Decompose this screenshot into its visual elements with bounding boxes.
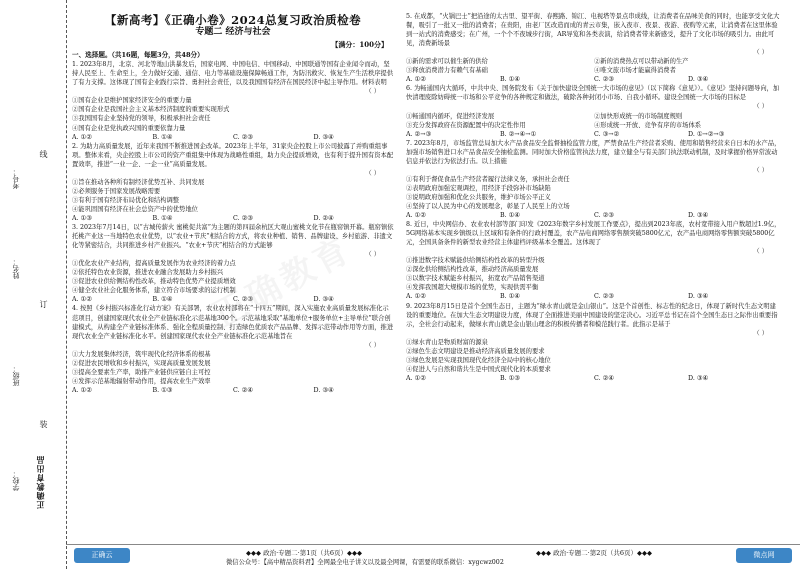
binding-mark-line: 线 xyxy=(39,150,48,158)
exam-no-label: 考号： xyxy=(12,168,20,189)
class-label: 班级： xyxy=(12,365,20,386)
footer-divider xyxy=(66,544,800,545)
answer-options: A. ①② B. ①③ C. ②④ D. ③④ xyxy=(406,374,709,382)
option-item: ②表明政府加强宏观调控，用经济手段弥补市场缺陷 xyxy=(406,184,551,192)
section-heading: 一、选择题。（共16题，每题3分，共48分） xyxy=(72,51,204,60)
answer-paren: （ ） xyxy=(753,49,768,57)
answer-options: A. ①② B. ①④ C. ②③ D. ③④ xyxy=(406,76,709,84)
page-subtitle: 专题二 经济与社会 xyxy=(195,27,271,38)
question-9 xyxy=(406,302,782,383)
school-name: 正确教育出品 xyxy=(35,455,45,509)
question-7 xyxy=(406,139,782,220)
option-item: ④能巩固国有经济在社会总资产中的优势地位 xyxy=(72,205,198,213)
option-item: ①绿水青山是物质财富的源泉 xyxy=(406,338,488,346)
page-number-1: ◆◆◆ 政治·专题二·第1页（共6页）◆◆◆ xyxy=(246,549,362,557)
question-6 xyxy=(406,84,782,138)
option-item: ④国有企业是党执政兴国的重要依靠力量 xyxy=(72,124,186,132)
right-logo: 微点网 xyxy=(736,548,792,563)
option-item-row: ③充分发挥政府在资源配置中的决定性作用 ④形成统一开放、竞争有序的市场体系 xyxy=(406,121,702,129)
option-item: ③有利于国有经济布局优化和结构调整 xyxy=(72,196,180,204)
answer-options: A. ①② B. ①③ C. ②④ D. ③④ xyxy=(72,386,334,394)
option-item: ①国有企业是维护国家经济安全的重要力量 xyxy=(72,97,192,105)
option-item: ②国有企业是我国社会主义基本经济制度的重要实现形式 xyxy=(72,106,230,114)
question-2 xyxy=(72,142,394,223)
option-item: ①优化农业产业结构，提高质量发展作为农业经济的着力点 xyxy=(72,260,236,268)
page-footer xyxy=(66,544,800,569)
option-item: ②依托特色农业资源，推进农业融合发展助力乡村振兴 xyxy=(72,269,224,277)
name-label: 姓名： xyxy=(12,258,20,279)
answer-paren: （ ） xyxy=(365,169,380,177)
answer-options: A. ②→③ B. ②→④→① C. ③→② D. ①→②→③ xyxy=(406,130,725,138)
answer-paren: （ ） xyxy=(753,329,768,337)
option-item: ②绿色生态文明建设是推动经济高质量发展的要求 xyxy=(406,347,545,355)
binding-mark-bind: 装 xyxy=(39,420,48,428)
binding-margin xyxy=(0,0,67,569)
option-item: ④坚持了以人民为中心的发展理念，彰显了人民至上的立场 xyxy=(406,202,570,210)
question-1 xyxy=(72,60,394,141)
question-stem: 7. 2023年8月，市场监管总局加大水产品食品安全监督抽检监管力度，严禁食品生产经营者采购、使用和销售经营来自日本的水产品，加强市场销售进口水产品食品安全抽检监测。同时加大价格监管执法力度，建立健全与有关部门执法联动机制，及时掌握价格异常波动信息并依法行为依法打击。以上措施 xyxy=(406,139,781,165)
question-stem: 1. 2023年8月，北京、河北等地山洪暴发后，国家电网、中国电信、中国移动、中国联通等国有企业闻令而动，坚持人民至上、生命至上，全力做好交通、通信、电力等基础设施保障畅通工作，为防汛救灾、恢复生产生活秩序提供了有力支撑。这体现了国有企业践行宗旨、勇担社会责任，以及我国国有经济在国民经济中起主导作用。材料表明 xyxy=(72,61,394,87)
answer-options: A. ①② B. ①④ C. ②③ D. ③④ xyxy=(72,296,334,304)
option-item: ④健全农业社会化服务体系，建立符合市场要求的运行机制 xyxy=(72,287,236,295)
answer-paren: （ ） xyxy=(365,341,380,349)
answer-paren: （ ） xyxy=(753,166,768,174)
option-item: ③提高全要素生产率，助推产业链供应链自主可控 xyxy=(72,368,211,376)
left-logo: 正确云 xyxy=(74,548,130,563)
question-3 xyxy=(72,223,394,304)
option-item-row: ①新的需求可以催生新的供给 ②新的消费热点可以带动新的生产 xyxy=(406,58,689,66)
option-item: ③绿色发展是实现我国现代化经济全局中的核心地位 xyxy=(406,356,551,364)
answer-options: A. ①② B. ①④ C. ②③ D. ③④ xyxy=(406,293,709,301)
option-item: ④发挥我国超大规模市场的优势，实现供需平衡 xyxy=(406,284,539,292)
question-stem: 6. 为畅通国内大循环，中共中央、国务院发布《关于加快建设全国统一大市场的意见》（以下简称《意见》）。《意见》坚持问题导向，加快清理废除妨碍统一市场和公平竞争的各种规定和做法，破除各种封闭小市场、自我小循环。建设全国统一大市场的目标是 xyxy=(406,85,780,102)
option-item: ④促进人与自然和谐共生是中国式现代化的本质要求 xyxy=(406,365,551,373)
score-note: 【满分：100分】 xyxy=(331,40,388,50)
option-item: ③以数字技术赋能乡村振兴，拓宽农产品销售渠道 xyxy=(406,275,545,283)
answer-paren: （ ） xyxy=(753,248,768,256)
option-item: ③说明政府加强和优化公共服务，维护市场公平正义 xyxy=(406,193,551,201)
question-8 xyxy=(406,220,782,301)
page-number-2: ◆◆◆ 政治·专题二·第2页（共6页）◆◆◆ xyxy=(536,549,652,557)
option-item: ①推进数字技术赋能供给侧结构性改革的转型升级 xyxy=(406,257,545,265)
question-4 xyxy=(72,304,394,394)
option-item-row: ①畅通国内循环，促进经济发展 ②加快形成统一的市场制度规则 xyxy=(406,112,683,120)
answer-options: A. ①② B. ①④ C. ②③ D. ③④ xyxy=(72,133,334,141)
option-item: ④发挥示范基地辐射带动作用，提高农业生产效率 xyxy=(72,377,211,385)
binding-mark-staple: 订 xyxy=(39,300,48,308)
answer-options: A. ①② B. ①④ C. ②③ D. ③④ xyxy=(406,212,709,220)
question-stem: 5. 在成都，“火锅巴士”把沿途的太古里、望平街、春熙路、锦江、电视塔等景点串成线，让消费者在品味美食的同时，也能享受文化大餐，吸引了一批又一批的消费者；在贵阳，由老厂区改造而成的青云市集，嵌入夜市、夜景、夜游、夜购等元素，让消费者在这里体验到一站式的消费感受；在广州，一个个不夜城步行街，AR导览和各类表演，给消费者带来新感受，提升了文化市场的吸引力。由此可见，消费新场景 xyxy=(406,13,780,48)
school-label: 学校： xyxy=(12,470,20,491)
option-item: ②深化供给侧结构性改革，推动经济高质量发展 xyxy=(406,266,539,274)
question-stem: 3. 2023年7月14日，以“古城传薪火 蜜桃促共富”为主题的第四届余杭区大观山蜜桃文化节在瓶窑镇开幕。瓶窑镇依托桃产业这一当地特色农业优势，以“农业+节庆”相结合的方式，将农业种植、销售、品牌建设、乡村旅游、非遗文化等紧密结合，共同推进乡村产业振兴。“农业+节庆”相结合的方式能够 xyxy=(72,224,394,250)
right-column xyxy=(406,12,782,383)
question-5 xyxy=(406,12,782,84)
answer-paren: （ ） xyxy=(365,251,380,259)
wechat-notice: 微信公众号：【高中精品资料君】全网最全电子讲义以及最全网课，有需要的联系微信：xygcwz002 xyxy=(226,559,504,566)
option-item: ②必须服务于国家发展战略需要 xyxy=(72,187,161,195)
option-item-row: ③释放消费潜力有赖气有基础 ④唯文旅市场才能赢得消费者 xyxy=(406,67,676,75)
left-column xyxy=(72,12,394,395)
option-item: ①有利于督促食品生产经营者履行法律义务，承担社会责任 xyxy=(406,175,570,183)
question-stem: 8. 近日，中央网信办、农业农村部等部门印发《2023年数字乡村发展工作要点》，提出到2023年底，农村宽带接入用户数超过1.9亿，5G网络基本实现乡镇级以上区域和有条件的行政村覆盖，农产品电商网络零售额突破5800亿元，农产品电商网络零售额突破5800亿元，全国具备条件的新型农业经营主体建档评级基本全覆盖。这体现了 xyxy=(406,221,781,247)
option-item: ①旨在推动各种所有制经济优势互补、共同发展 xyxy=(72,178,205,186)
question-stem: 2. 为助力高质量发展，近年来我国不断推进国企改革。2023年上半年，31家央企控股上市公司披露了并购重组事项。整体来看，央企控股上市公司的资产重组集中体现为战略性重组，助力央企提质增效，也有利于提升国有资本配置效率，推进“一业一企、一企一业”高质量发展。 xyxy=(72,142,394,168)
option-item: ①大力发展集体经济，筑牢现代化经济体系的根基 xyxy=(72,350,211,358)
option-item: ③我国国有企业坚持党的领导，积极承担社会责任 xyxy=(72,115,211,123)
page-title: 【新高考】《正确小卷》2024总复习政治质检卷 xyxy=(104,13,362,27)
option-item: ②促进农民增收和乡村振兴，实现高质量发展发展 xyxy=(72,359,211,367)
answer-paren: （ ） xyxy=(753,103,768,111)
answer-paren: （ ） xyxy=(365,88,380,96)
option-item: ③促进农业供给侧结构性改革，推动特色优势产业提质增效 xyxy=(72,278,236,286)
answer-options: A. ①③ B. ①④ C. ②③ D. ②④ xyxy=(72,214,334,222)
question-stem: 9. 2023年8月15日是首个全国生态日，主题为“绿水青山就是金山银山”。这是个首创性、标志性的纪念日，体现了新时代生态文明建设的重要地位。在加大生态文明建设力度，体现了全面推进美丽中国建设的坚定决心。习近平总书记在首个全国生态日之际作出重要指示，全社会行动起来，做绿水青山就是金山银山理念的积极传播者和模范践行者。此指示是基于 xyxy=(406,302,778,328)
question-stem: 4. 按照《乡村振兴标准化行动方案》有关部署，农业农村部将在“十四五”期间，深入实施农业高质量发展标准化示范项目，创建国家现代农业全产业链标准化示范基地300个。示范基地采取“基地单位+服务单位+主导单位”联合创建模式，从构建全产业链标准体系、强化全程质量控制、打造绿色优质农产品品牌、发挥示范带动作用等方面，推进现代农业全产业链标准化水平。创建国家现代农业全产业链标准化示范基地旨在 xyxy=(72,305,394,340)
